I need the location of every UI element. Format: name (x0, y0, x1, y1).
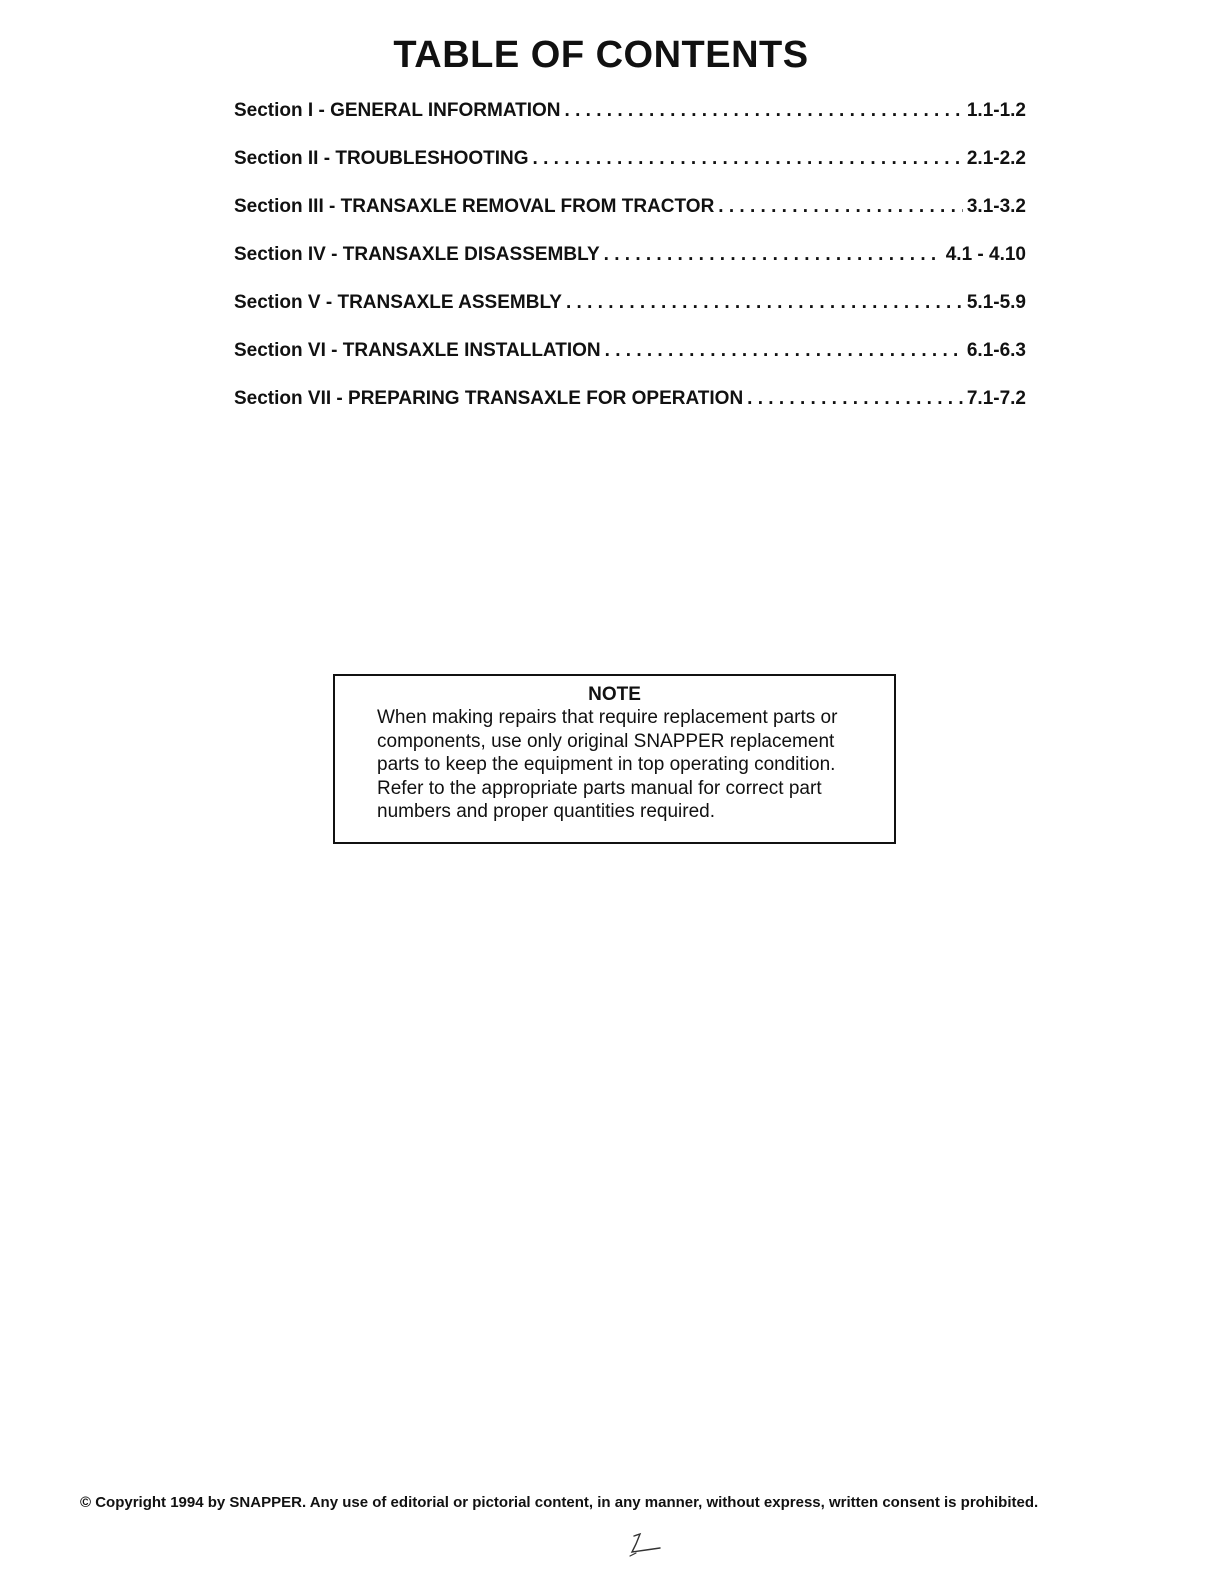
toc-entry-label: Section IV - TRANSAXLE DISASSEMBLY (234, 244, 600, 265)
dot-leader (718, 196, 963, 218)
toc-entry-section-7[interactable] (234, 388, 1026, 436)
toc-entry-section-3[interactable] (234, 196, 1026, 244)
toc-entry-label: Section V - TRANSAXLE ASSEMBLY (234, 292, 562, 313)
copyright-footer: © Copyright 1994 by SNAPPER. Any use of editorial or pictorial content, in any manner, without express, written consent is prohibited. (80, 1494, 1039, 1511)
toc-entry-section-6[interactable] (234, 340, 1026, 388)
dot-leader (565, 100, 963, 122)
dot-leader (604, 244, 942, 266)
toc-entry-pages: 3.1-3.2 (966, 196, 1026, 217)
page-title: TABLE OF CONTENTS (393, 34, 809, 76)
toc-entry-pages: 1.1-1.2 (966, 100, 1026, 121)
dot-leader (747, 388, 963, 410)
toc-entry-pages: 4.1 - 4.10 (945, 244, 1026, 265)
note-line: numbers and proper quantities required. (377, 801, 715, 822)
toc-entry-label: Section I - GENERAL INFORMATION (234, 100, 561, 121)
dot-leader (566, 292, 963, 314)
toc-entry-pages: 7.1-7.2 (966, 388, 1026, 409)
note-line: parts to keep the equipment in top operating condition. (377, 754, 836, 775)
table-of-contents (234, 100, 1026, 436)
toc-entry-pages: 5.1-5.9 (966, 292, 1026, 313)
toc-entry-label: Section VII - PREPARING TRANSAXLE FOR OPERATION (234, 388, 744, 409)
note-box (333, 674, 896, 844)
note-line: components, use only original SNAPPER replacement (377, 730, 835, 752)
toc-entry-section-4[interactable] (234, 244, 1026, 292)
dot-leader (533, 148, 963, 170)
toc-entry-section-2[interactable] (234, 148, 1026, 196)
note-line: When making repairs that require replacement parts or (377, 707, 838, 728)
note-title: NOTE (588, 684, 641, 705)
note-line: Refer to the appropriate parts manual for correct part (377, 777, 822, 799)
toc-entry-section-1[interactable] (234, 100, 1026, 148)
toc-entry-pages: 6.1-6.3 (966, 340, 1026, 361)
toc-entry-pages: 2.1-2.2 (966, 148, 1026, 169)
dot-leader (605, 340, 963, 362)
toc-entry-section-5[interactable] (234, 292, 1026, 340)
handwritten-page-mark (626, 1530, 668, 1560)
toc-entry-label: Section II - TROUBLESHOOTING (234, 148, 529, 169)
toc-entry-label: Section VI - TRANSAXLE INSTALLATION (234, 340, 601, 361)
note-body (377, 706, 877, 824)
toc-entry-label: Section III - TRANSAXLE REMOVAL FROM TRACTOR (234, 196, 715, 217)
